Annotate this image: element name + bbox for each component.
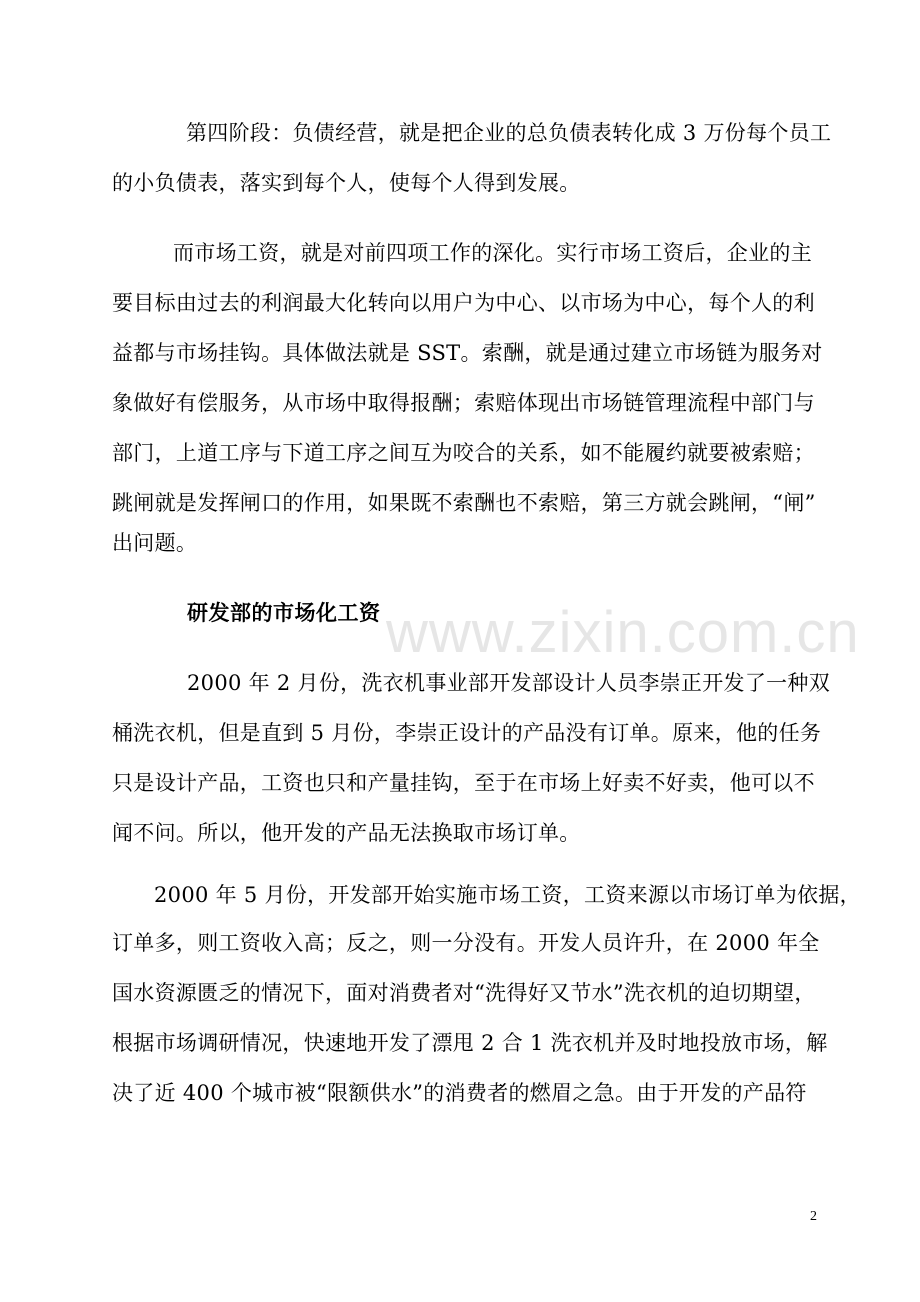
paragraph-4-line-3: 国水资源匮乏的情况下，面对消费者对“洗得好又节水”洗衣机的迫切期望， [112, 981, 816, 1005]
paragraph-4-line-2: 订单多，则工资收入高；反之，则一分没有。开发人员许升，在 2000 年全 [112, 931, 820, 955]
paragraph-1-line-1: 第四阶段：负债经营，就是把企业的总负债表转化成 3 万份每个员工 [186, 121, 832, 145]
page-number: 2 [810, 1209, 817, 1224]
paragraph-3-line-3: 只是设计产品，工资也只和产量挂钩，至于在市场上好卖不好卖，他可以不 [112, 771, 815, 795]
paragraph-2-line-1: 而市场工资，就是对前四项工作的深化。实行市场工资后，企业的主 [173, 241, 812, 265]
section-heading: 研发部的市场化工资 [187, 601, 381, 625]
paragraph-2-line-3: 益都与市场挂钩。具体做法就是 SST。索酬，就是通过建立市场链为服务对 [112, 341, 823, 365]
paragraph-1-line-2: 的小负债表，落实到每个人，使每个人得到发展。 [112, 171, 581, 195]
paragraph-2-line-6: 跳闸就是发挥闸口的作用，如果既不索酬也不索赔，第三方就会跳闸，“闸” [112, 491, 816, 515]
paragraph-2-line-2: 要目标由过去的利润最大化转向以用户为中心、以市场为中心，每个人的利 [112, 291, 815, 315]
paragraph-3-line-4: 闻不问。所以，他开发的产品无法换取市场订单。 [112, 821, 581, 845]
paragraph-2-line-4: 象做好有偿服务，从市场中取得报酬；索赔体现出市场链管理流程中部门与 [112, 391, 815, 415]
watermark: www.zixin.com.cn [386, 600, 860, 665]
paragraph-3-line-1: 2000 年 2 月份，洗衣机事业部开发部设计人员李崇正开发了一种双 [187, 671, 831, 695]
paragraph-2-line-7: 出问题。 [112, 531, 198, 555]
paragraph-4-line-5: 决了近 400 个城市被“限额供水”的消费者的燃眉之急。由于开发的产品符 [112, 1081, 807, 1105]
paragraph-4-line-4: 根据市场调研情况，快速地开发了漂甩 2 合 1 洗衣机并及时地投放市场，解 [112, 1031, 828, 1055]
paragraph-4-line-1: 2000 年 5 月份，开发部开始实施市场工资，工资来源以市场订单为依据， [154, 883, 861, 907]
paragraph-3-line-2: 桶洗衣机，但是直到 5 月份，李崇正设计的产品没有订单。原来，他的任务 [112, 721, 822, 745]
paragraph-2-line-5: 部门，上道工序与下道工序之间互为咬合的关系，如不能履约就要被索赔； [112, 441, 815, 465]
